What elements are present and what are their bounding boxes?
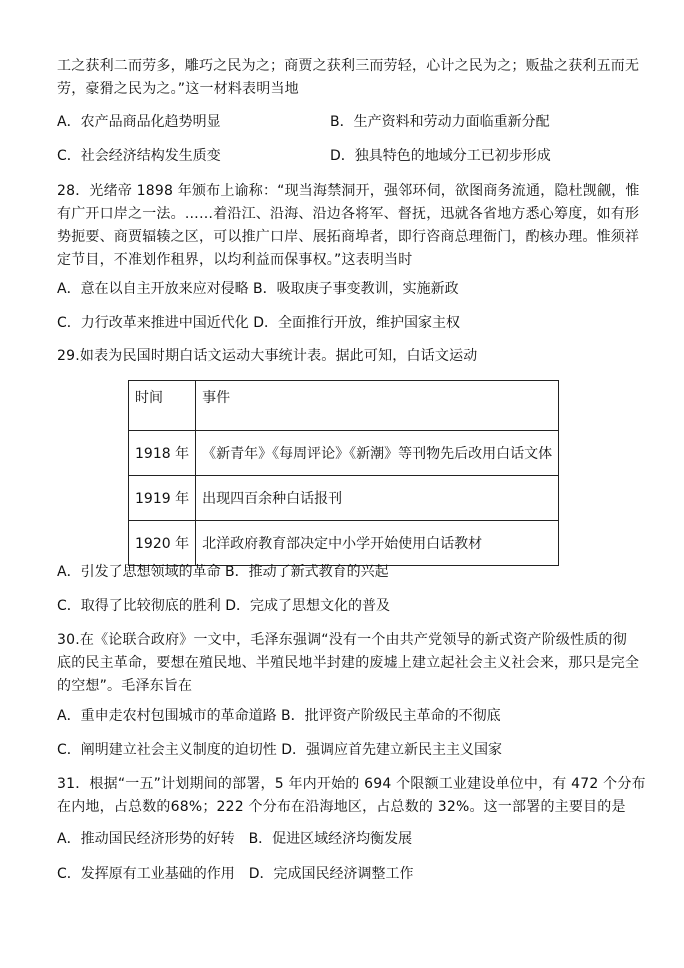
q30-options-ab[interactable]: A．重申走农村包围城市的革命道路 B．批评资产阶级民主革命的不彻底 (57, 708, 501, 724)
q28-stem-line-4: 定节目，不准划作租界，以均利益而保事权。”这表明当时 (57, 252, 413, 268)
q27-option-d[interactable]: D．独具特色的地域分工已初步形成 (330, 148, 551, 164)
q29-options-ab[interactable]: A．引发了思想领域的革命 B．推动了新式教育的兴起 (57, 564, 389, 580)
table-header-time: 时间 (129, 381, 196, 431)
table-row (129, 431, 559, 476)
q27-stem-line-1: 工之获利二而劳多，雕巧之民为之；商贾之获利三而劳轻，心计之民为之；贩盐之获利五而无 (57, 58, 640, 74)
q30-options-cd[interactable]: C．阐明建立社会主义制度的迫切性 D．强调应首先建立新民主主义国家 (57, 742, 503, 758)
q27-stem-line-2: 劳，豪猾之民为之。”这一材料表明当地 (57, 81, 299, 97)
q28-options-ab[interactable]: A．意在以自主开放来应对侵略 B．吸取庚子事变教训，实施新政 (57, 281, 459, 297)
q30-stem-line-3: 的空想”。毛泽东旨在 (57, 678, 193, 694)
q28-stem-line-3: 势扼要、商贾辐辏之区，可以推广口岸、展拓商埠者，即行咨商总理衙门，酌核办理。惟须祥 (57, 229, 640, 245)
q31-options-ab[interactable]: A．推动国民经济形势的好转 B．促进区域经济均衡发展 (57, 831, 413, 847)
q27-option-b[interactable]: B．生产资料和劳动力面临重新分配 (330, 114, 550, 130)
table-cell-event: 《新青年》《每周评论》《新潮》等刊物先后改用白话文体 (196, 431, 559, 476)
table-cell-event: 北洋政府教育部决定中小学开始使用白话教材 (196, 521, 559, 566)
table-header-event: 事件 (196, 381, 559, 431)
q27-option-a[interactable]: A．农产品商品化趋势明显 (57, 114, 221, 130)
table-cell-year: 1919 年 (129, 476, 196, 521)
events-table (128, 380, 559, 566)
q29-options-cd[interactable]: C．取得了比较彻底的胜利 D．完成了思想文化的普及 (57, 598, 391, 614)
q28-stem-line-1: 28．光绪帝 1898 年颁布上谕称：“现当海禁洞开，强邻环伺，欲图商务流通，隐杜觊觎，惟 (57, 183, 640, 199)
q31-options-cd[interactable]: C．发挥原有工业基础的作用 D．完成国民经济调整工作 (57, 866, 414, 882)
table-cell-year: 1920 年 (129, 521, 196, 566)
q30-stem-line-2: 底的民主革命，要想在殖民地、半殖民地半封建的废墟上建立起社会主义社会来，那只是完全 (57, 655, 640, 671)
q31-stem-line-2: 在内地，占总数的68%；222 个分布在沿海地区，占总数的 32%。这一部署的主要目的是 (57, 799, 626, 815)
table-cell-event: 出现四百余种白话报刊 (196, 476, 559, 521)
table-cell-year: 1918 年 (129, 431, 196, 476)
table-header-row (129, 381, 559, 431)
q31-stem-line-1: 31．根据“一五”计划期间的部署，5 年内开始的 694 个限额工业建设单位中，有 472 个分布 (57, 776, 646, 792)
q29-stem: 29.如表为民国时期白话文运动大事统计表。据此可知，白话文运动 (57, 348, 478, 364)
table-row (129, 521, 559, 566)
q28-options-cd[interactable]: C．力行改革来推进中国近代化 D．全面推行开放，维护国家主权 (57, 315, 461, 331)
table-row (129, 476, 559, 521)
q27-option-c[interactable]: C．社会经济结构发生质变 (57, 148, 221, 164)
q30-stem-line-1: 30.在《论联合政府》一文中，毛泽东强调“没有一个由共产党领导的新式资产阶级性质的彻 (57, 632, 627, 648)
q28-stem-line-2: 有广开口岸之一法。……着沿江、沿海、沿边各将军、督抚，迅就各省地方悉心筹度，如有形 (57, 206, 640, 222)
